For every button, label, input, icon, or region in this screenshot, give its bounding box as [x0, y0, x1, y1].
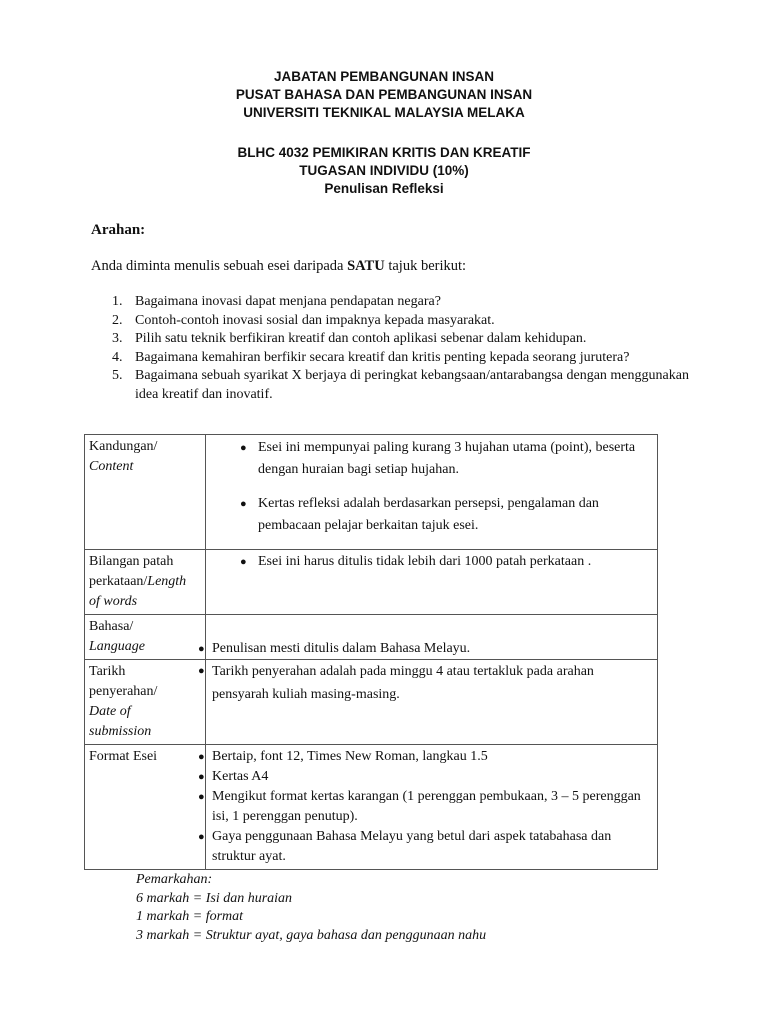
table-row — [85, 435, 658, 550]
table-row — [85, 550, 658, 615]
bullet-icon: ● — [198, 751, 205, 763]
list-item: ● Kertas refleksi adalah berdasarkan persepsi, pengalaman dan pembacaan pelajar berkaitan tajuk esei. — [258, 493, 645, 537]
length-label-cell: Bilangan patah perkataan/Length of words — [85, 550, 206, 615]
language-desc-cell — [198, 615, 658, 660]
table-row — [85, 745, 658, 870]
center-name: PUSAT BAHASA DAN PEMBANGUNAN INSAN — [235, 87, 533, 102]
list-item: ● Esei ini mempunyai paling kurang 3 hujahan utama (point), beserta dengan huraian bagi setiap hujahan. — [258, 437, 645, 481]
content-label-cell: Kandungan/ Content — [85, 435, 206, 550]
bullet-icon: ● — [198, 791, 205, 803]
bullet-icon: ● — [198, 771, 205, 783]
marking-line: 6 markah = Isi dan huraian — [136, 890, 293, 906]
list-item: ● Bertaip, font 12, Times New Roman, langkau 1.5 — [212, 747, 651, 767]
marking-title: Pemarkahan: — [136, 872, 213, 887]
topic-list — [91, 293, 691, 404]
table-row — [85, 660, 658, 745]
instructions-heading: Arahan: — [91, 222, 146, 238]
topic-item: 4. Bagaimana kemahiran berfikir secara kreatif dan kritis penting kepada seorang jurutera? — [112, 349, 630, 365]
marking-line: 3 markah = Struktur ayat, gaya bahasa dan penggunaan nahu — [136, 927, 487, 943]
course-title: BLHC 4032 PEMIKIRAN KRITIS DAN KREATIF — [237, 145, 531, 160]
instruction-text: Anda diminta menulis sebuah esei daripada SATU tajuk berikut: — [91, 258, 467, 274]
marking-line: 1 markah = format — [136, 909, 244, 924]
format-label-cell: Format Esei — [85, 745, 206, 870]
content-desc-cell — [206, 435, 658, 550]
language-label-cell: Bahasa/ Language — [85, 615, 206, 660]
topic-item: 2. Contoh-contoh inovasi sosial dan impaknya kepada masyarakat. — [112, 312, 495, 328]
topic-item: 3. Pilih satu teknik berfikiran kreatif dan contoh aplikasi sebenar dalam kehidupan. — [112, 331, 587, 346]
list-item: ● Esei ini harus ditulis tidak lebih dari 1000 patah perkataan . — [258, 552, 645, 572]
bullet-icon: ● — [240, 498, 247, 510]
document-header — [0, 68, 768, 198]
table-row — [85, 615, 658, 660]
marking-scheme — [136, 871, 486, 945]
length-desc-cell — [206, 550, 658, 615]
format-desc-cell — [198, 745, 658, 870]
requirements-table — [84, 434, 658, 870]
topic-item: 5. Bagaimana sebuah syarikat X berjaya di peringkat kebangsaan/antarabangsa dengan menggunakan idea kreatif dan inovatif. — [112, 368, 689, 402]
assignment-title: Penulisan Refleksi — [324, 181, 444, 196]
department-name: JABATAN PEMBANGUNAN INSAN — [273, 69, 494, 84]
list-item: ● Gaya penggunaan Bahasa Melayu yang betul dari aspek tatabahasa dan struktur ayat. — [198, 829, 612, 864]
bullet-icon: ● — [240, 556, 247, 568]
submission-label-cell: Tarikh penyerahan/ Date of submission — [85, 660, 206, 745]
assignment-type: TUGASAN INDIVIDU (10%) — [299, 163, 469, 178]
list-item: ● Penulisan mesti ditulis dalam Bahasa Melayu. — [212, 639, 651, 659]
list-item: ● Mengikut format kertas karangan (1 perenggan pembukaan, 3 – 5 perenggan isi, 1 perenggan penutup). — [198, 789, 641, 824]
bullet-icon: ● — [198, 643, 205, 655]
topic-item: 1. Bagaimana inovasi dapat menjana pendapatan negara? — [112, 294, 441, 309]
university-name: UNIVERSITI TEKNIKAL MALAYSIA MELAKA — [243, 105, 525, 120]
bullet-icon: ● — [198, 831, 205, 843]
bullet-icon: ● — [198, 665, 205, 677]
list-item: ● Kertas A4 — [212, 767, 651, 787]
bullet-icon: ● — [240, 442, 247, 454]
submission-desc-cell — [198, 660, 658, 745]
list-item: ● Tarikh penyerahan adalah pada minggu 4 atau tertakluk pada arahan pensyarah kuliah masing-masing. — [212, 660, 651, 706]
